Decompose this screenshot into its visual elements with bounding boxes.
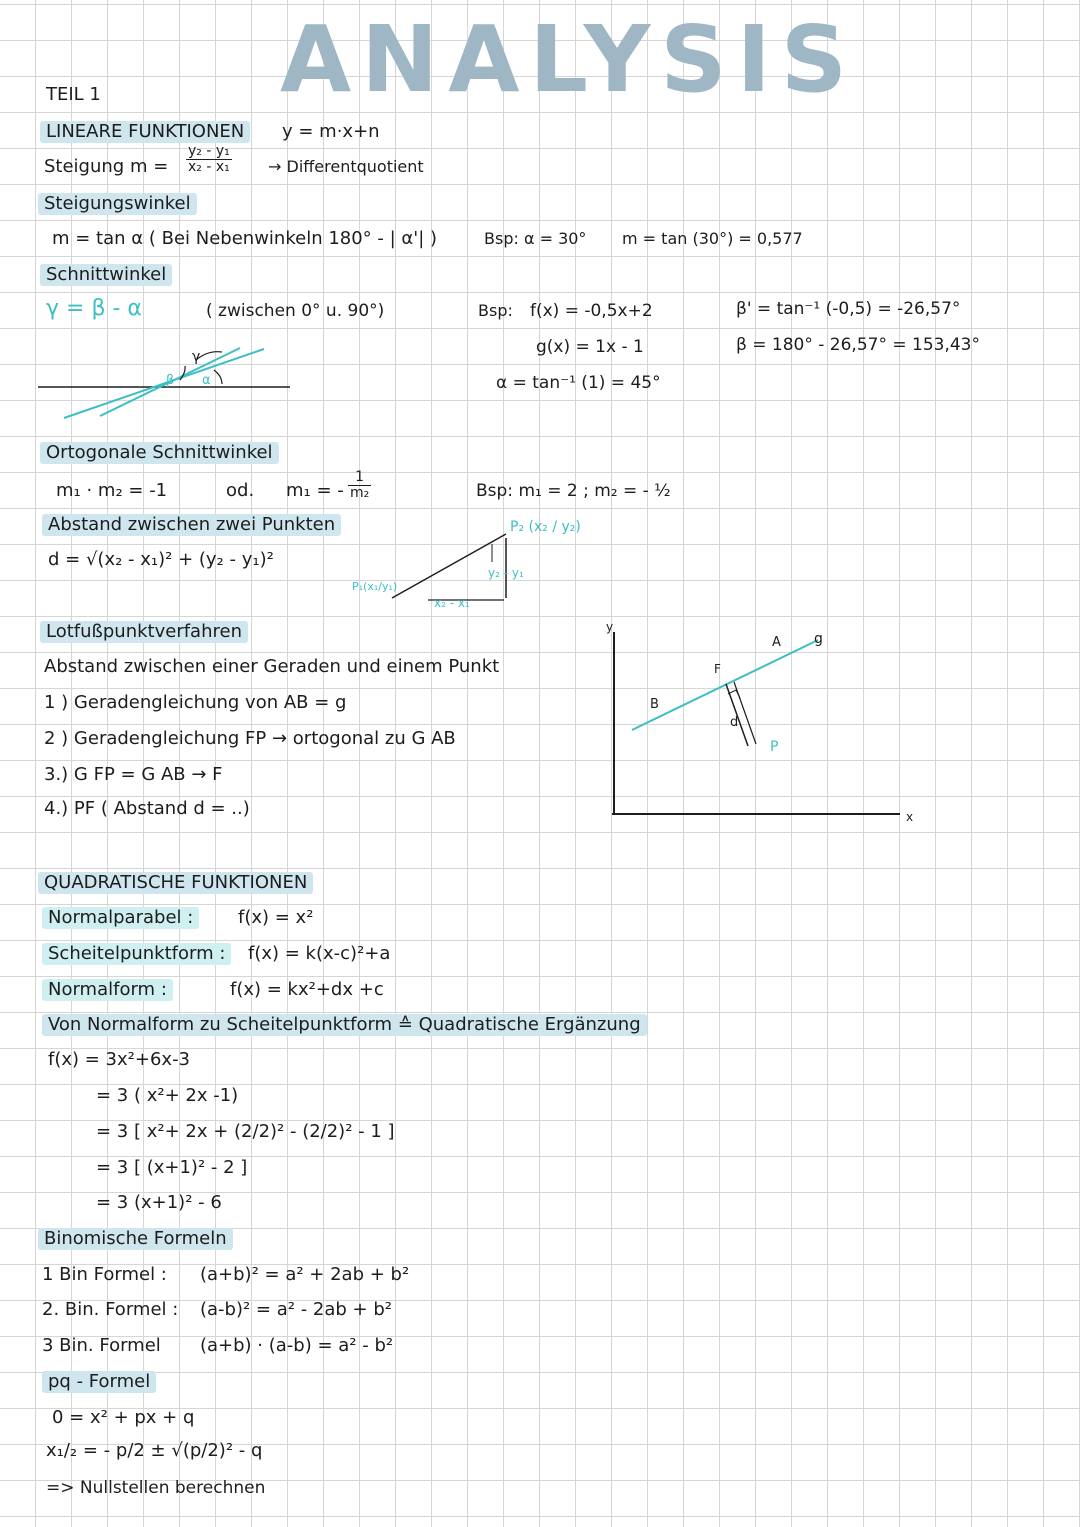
- teil-label: TEIL 1: [46, 84, 101, 105]
- binom-1-formula: (a+b)² = a² + 2ab + b²: [200, 1264, 410, 1285]
- lotfuss-step-4: 4.) PF ( Abstand d = ..): [44, 798, 250, 819]
- winkel-bsp-result: m = tan (30°) = 0,577: [622, 229, 803, 248]
- binom-1-label: 1 Bin Formel :: [42, 1264, 167, 1285]
- pq-note: => Nullstellen berechnen: [46, 1478, 266, 1498]
- lotfuss-sub: Abstand zwischen einer Geraden und einem Punkt: [44, 656, 500, 677]
- abstand-heading: Abstand zwischen zwei Punkten: [42, 514, 341, 536]
- graph-p-label: P: [770, 739, 779, 755]
- graph-x-label: x: [906, 810, 914, 824]
- binom-2-formula: (a-b)² = a² - 2ab + b²: [200, 1299, 392, 1320]
- diagram-beta: β: [166, 373, 175, 388]
- ortho-bsp: Bsp: m₁ = 2 ; m₂ = - ½: [476, 481, 671, 501]
- schnitt-bsp-label: Bsp:: [478, 301, 513, 320]
- dx-label: x₂ - x₁: [434, 596, 470, 610]
- conversion-step-2: = 3 ( x²+ 2x -1): [96, 1085, 239, 1106]
- graph-y-label: y: [606, 620, 614, 634]
- steigung-numerator: y₂ - y₁: [188, 143, 230, 159]
- normalform-label: Normalform :: [42, 979, 173, 1001]
- schnittwinkel-diagram: [38, 348, 290, 418]
- binom-heading: Binomische Formeln: [38, 1228, 233, 1250]
- pq-formula: x₁/₂ = - p/2 ± √(p/2)² - q: [46, 1440, 263, 1461]
- conversion-step-1: f(x) = 3x²+6x-3: [48, 1049, 191, 1070]
- lotfuss-step-2: 2 ) Geradengleichung FP → ortogonal zu G AB: [44, 728, 456, 749]
- linear-heading: LINEARE FUNKTIONEN: [40, 121, 250, 143]
- winkel-bsp: Bsp: α = 30°: [484, 229, 587, 248]
- p2-label: P₂ (x₂ / y₂): [510, 519, 581, 535]
- graph-b-label: B: [650, 697, 659, 712]
- pq-heading: pq - Formel: [42, 1371, 156, 1393]
- conversion-step-4: = 3 [ (x+1)² - 2 ]: [96, 1157, 248, 1178]
- steigung-note: → Differentquotient: [268, 157, 424, 176]
- lotfuss-step-3: 3.) G FP = G AB → F: [44, 764, 223, 785]
- conversion-step-5: = 3 (x+1)² - 6: [96, 1192, 222, 1213]
- graph-f-label: F: [714, 662, 721, 676]
- abstand-formula: d = √(x₂ - x₁)² + (y₂ - y₁)²: [48, 549, 274, 570]
- binom-2-label: 2. Bin. Formel :: [42, 1299, 179, 1320]
- winkel-heading: Steigungswinkel: [38, 193, 197, 215]
- diagram-alpha: α: [202, 373, 211, 388]
- p1-label: P₁(x₁/y₁): [352, 580, 398, 593]
- schnitt-bsp-g: g(x) = 1x - 1: [536, 337, 644, 357]
- lotfuss-step-1: 1 ) Geradengleichung von AB = g: [44, 692, 347, 713]
- schnitt-note: ( zwischen 0° u. 90°): [206, 301, 385, 321]
- ortho-formula1: m₁ · m₂ = -1: [56, 480, 168, 501]
- winkel-formula: m = tan α ( Bei Nebenwinkeln 180° - | α'| ): [52, 228, 438, 249]
- schnitt-formula-text: γ = β - α: [46, 296, 142, 321]
- schnitt-heading: Schnittwinkel: [40, 264, 172, 286]
- steigung-denominator: x₂ - x₁: [188, 159, 230, 175]
- steigung-label: Steigung m =: [44, 156, 169, 177]
- diagram-gamma: γ: [192, 349, 201, 365]
- graph-a-label: A: [772, 635, 781, 650]
- quadratic-heading: QUADRATISCHE FUNKTIONEN: [38, 872, 313, 894]
- dy-label: y₂ - y₁: [488, 566, 524, 580]
- schnitt-bsp-f: f(x) = -0,5x+2: [530, 301, 653, 321]
- graph-d-label: d: [730, 715, 739, 730]
- lotfuss-graph: [612, 632, 900, 814]
- ortho-formula2: m₁ = -: [286, 480, 344, 501]
- lotfuss-heading: Lotfußpunktverfahren: [40, 621, 248, 643]
- schnitt-bsp-alpha: α = tan⁻¹ (1) = 45°: [496, 373, 661, 393]
- normalform-formula: f(x) = kx²+dx +c: [230, 979, 384, 1000]
- line-g: [632, 640, 818, 730]
- normalparabel-label: Normalparabel :: [42, 907, 199, 929]
- line-alpha: [64, 349, 264, 418]
- scheitel-label: Scheitelpunktform :: [42, 943, 231, 965]
- ortho-heading: Ortogonale Schnittwinkel: [40, 442, 279, 464]
- ortho-fraction: [348, 470, 371, 501]
- alpha-arc: [214, 370, 222, 384]
- schnitt-bsp-beta2: β = 180° - 26,57° = 153,43°: [736, 335, 980, 355]
- normalparabel-formula: f(x) = x²: [238, 907, 314, 928]
- conversion-heading: Von Normalform zu Scheitelpunktform ≙ Quadratische Ergänzung: [42, 1014, 647, 1036]
- ortho-numerator: 1: [348, 470, 371, 486]
- pq-equation: 0 = x² + px + q: [52, 1407, 195, 1428]
- linear-equation: y = m·x+n: [282, 121, 380, 142]
- schnitt-bsp-beta1: β' = tan⁻¹ (-0,5) = -26,57°: [736, 299, 961, 319]
- ortho-or: od.: [226, 480, 255, 501]
- binom-3-label: 3 Bin. Formel: [42, 1335, 161, 1356]
- ortho-denominator: m₂: [350, 485, 370, 501]
- binom-3-formula: (a+b) · (a-b) = a² - b²: [200, 1335, 394, 1356]
- page-title-text: ANALYSIS: [280, 6, 858, 113]
- graph-g-label: g: [814, 631, 823, 647]
- scheitel-formula: f(x) = k(x-c)²+a: [248, 943, 391, 964]
- conversion-step-3: = 3 [ x²+ 2x + (2/2)² - (2/2)² - 1 ]: [96, 1121, 395, 1142]
